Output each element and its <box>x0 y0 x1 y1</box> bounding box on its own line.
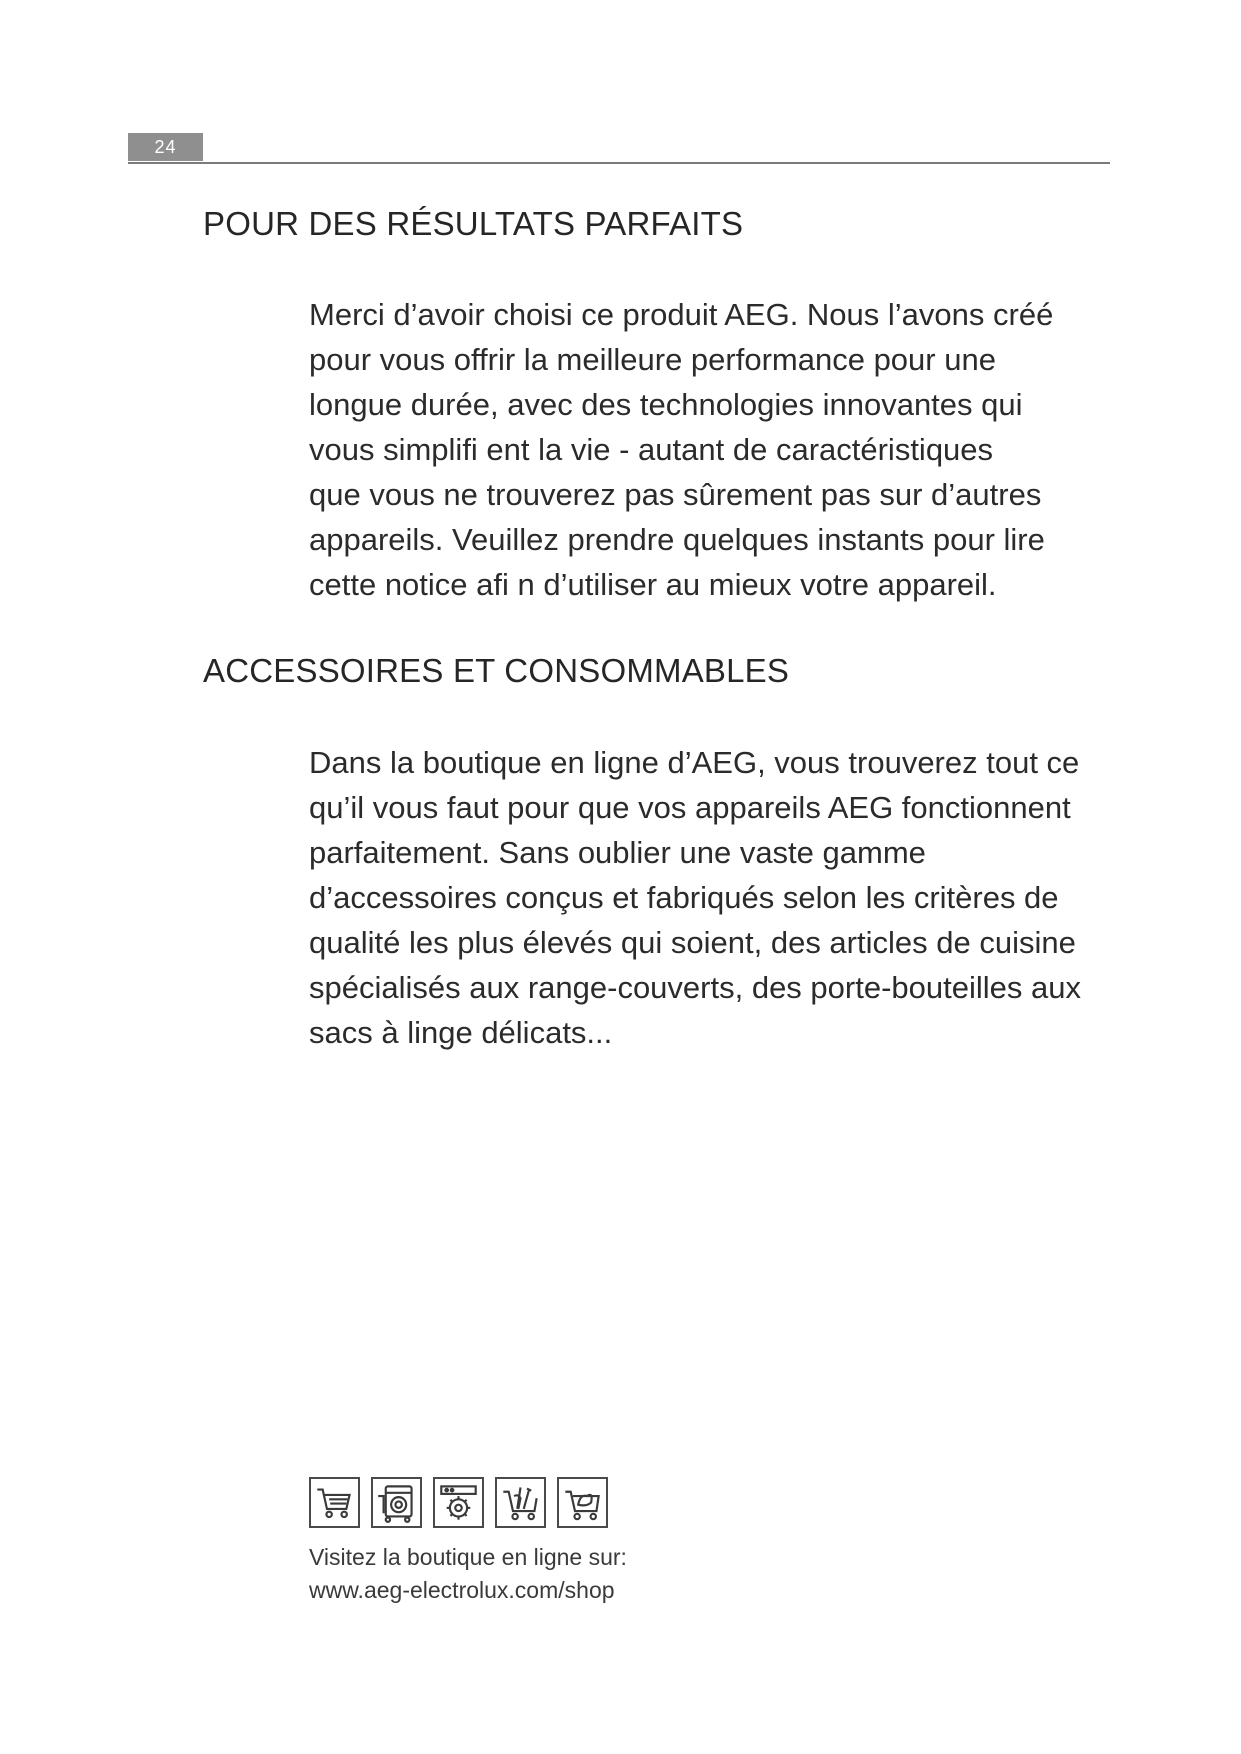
shop-caption-text: Visitez la boutique en ligne sur: <box>309 1544 627 1570</box>
paragraph-line: parfaitement. Sans oublier une vaste gamme <box>309 835 926 870</box>
page-number: 24 <box>128 133 203 161</box>
paragraph-line: cette notice afi n d’utiliser au mieux votre appareil. <box>309 567 997 602</box>
gear-oven-icon <box>433 1477 484 1528</box>
paragraph-line: qualité les plus élevés qui soient, des articles de cuisine <box>309 925 1076 960</box>
section-heading-results: POUR DES RÉSULTATS PARFAITS <box>203 205 744 242</box>
paragraph-line: pour vous offrir la meilleure performance pour une <box>309 342 996 377</box>
paragraph-line: spécialisés aux range-couverts, des porte-bouteilles aux <box>309 970 1081 1005</box>
paragraph-line: longue durée, avec des technologies innovantes qui <box>309 387 1023 422</box>
paragraph-accessories <box>309 740 1109 1055</box>
shop-icon-row <box>309 1477 608 1528</box>
paragraph-line: appareils. Veuillez prendre quelques instants pour lire <box>309 522 1045 557</box>
washing-machine-cart-icon <box>371 1477 422 1528</box>
shopping-cart-icon <box>309 1477 360 1528</box>
paragraph-line: vous simplifi ent la vie - autant de caractéristiques <box>309 432 994 467</box>
section-heading-accessories: ACCESSOIRES ET CONSOMMABLES <box>203 652 790 689</box>
laundry-cart-icon <box>557 1477 608 1528</box>
paragraph-results <box>309 292 1109 607</box>
header-rule <box>128 162 1110 164</box>
paragraph-line: sacs à linge délicats... <box>309 1015 613 1050</box>
shop-url-link[interactable]: www.aeg-electrolux.com/shop <box>309 1577 615 1603</box>
paragraph-line: Merci d’avoir choisi ce produit AEG. Nous l’avons créé <box>309 297 1054 332</box>
paragraph-line: Dans la boutique en ligne d’AEG, vous trouverez tout ce <box>309 745 1080 780</box>
paragraph-line: que vous ne trouverez pas sûrement pas sur d’autres <box>309 477 1042 512</box>
paragraph-line: d’accessoires conçus et fabriqués selon les critères de <box>309 880 1059 915</box>
shop-caption <box>309 1541 627 1607</box>
paragraph-line: qu’il vous faut pour que vos appareils AEG fonctionnent <box>309 790 1071 825</box>
kitchen-utensils-cart-icon <box>495 1477 546 1528</box>
